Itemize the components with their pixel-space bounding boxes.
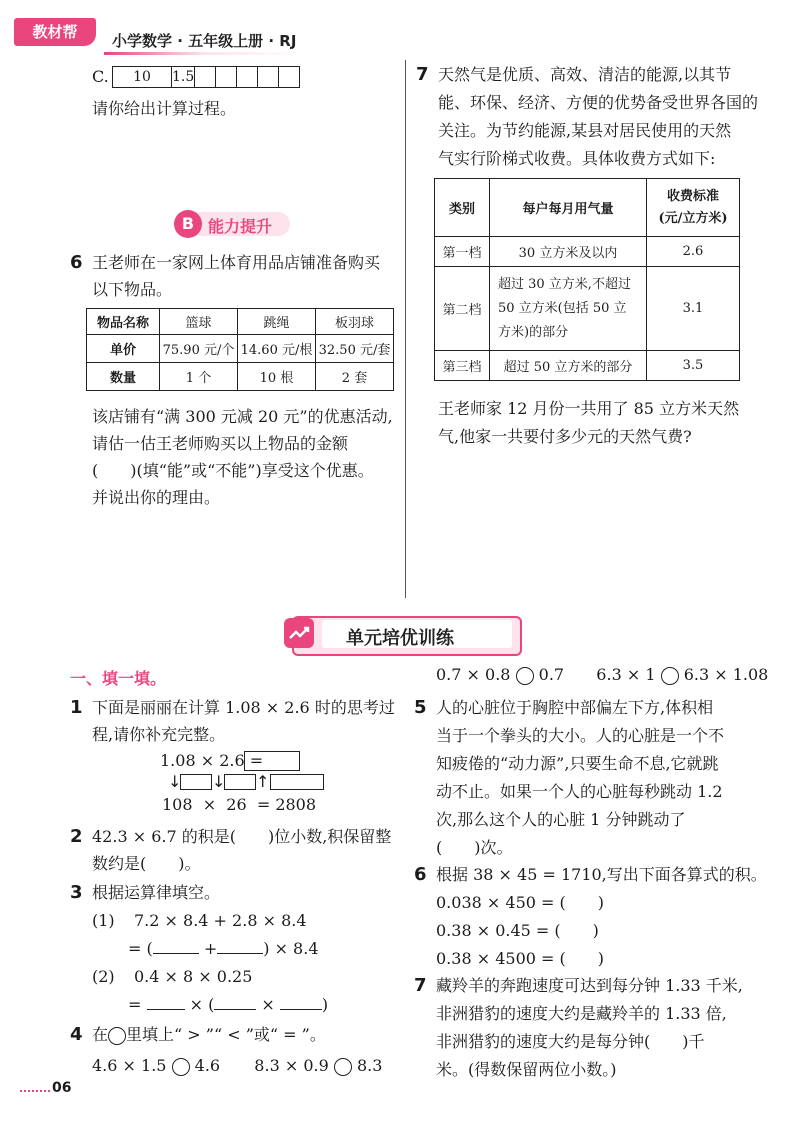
q3-p2-expr: 0.4 × 8 × 0.25 bbox=[134, 967, 253, 986]
table-cell: 超过 50 立方米的部分 bbox=[490, 351, 647, 381]
answer-box bbox=[270, 774, 324, 790]
question-number: 5 bbox=[414, 697, 427, 718]
header-title: 小学数学 · 五年级上册 · RJ bbox=[112, 32, 297, 50]
usage-line: 方米)的部分 bbox=[498, 324, 569, 340]
q5-line: 当于一个拳头的大小。人的心脏是一个不 bbox=[436, 726, 725, 745]
q7b-line: 非洲猎豹的速度大约是藏羚羊的 1.33 倍, bbox=[436, 1004, 727, 1023]
section-b-letter-text: B bbox=[181, 214, 195, 233]
q6-after: ( )(填“能”或“不能”)享受这个优惠。 bbox=[92, 461, 374, 480]
blank-line bbox=[147, 1009, 185, 1010]
blank-line bbox=[214, 1009, 256, 1010]
compare-circle-icon bbox=[172, 1058, 190, 1076]
option-c-label: C. bbox=[92, 67, 109, 86]
table-header: 板羽球 bbox=[316, 309, 394, 335]
table-header: 类别 bbox=[435, 179, 490, 237]
q4-intro-b: 里填上“ > ”“ < ”或“ = ”。 bbox=[126, 1025, 326, 1044]
q6-after: 并说出你的理由。 bbox=[92, 488, 221, 507]
q5-line: ( )次。 bbox=[436, 838, 513, 857]
table-cell: 第一档 bbox=[435, 237, 490, 267]
table-cell: 2 套 bbox=[316, 363, 394, 391]
header-rule bbox=[104, 52, 304, 55]
q6-item: 0.038 × 450 = ( ) bbox=[436, 893, 604, 912]
fee-header-line: 收费标准 bbox=[666, 188, 719, 204]
q5-line: 知疲倦的“动力源”,只要生命不息,它就跳 bbox=[436, 754, 719, 773]
q4-expr: 8.3 × 0.9 bbox=[254, 1056, 329, 1075]
q1-line: 程,请你补充完整。 bbox=[92, 725, 226, 744]
table-cell: 30 立方米及以内 bbox=[490, 237, 647, 267]
table-cell: 第三档 bbox=[435, 351, 490, 381]
q7-line: 关注。为节约能源,某县对居民使用的天然 bbox=[438, 121, 732, 140]
option-c bbox=[92, 64, 109, 90]
section-b-label: 能力提升 bbox=[208, 217, 273, 236]
blank-line bbox=[153, 953, 199, 954]
q6-item: 0.38 × 4500 = ( ) bbox=[436, 949, 604, 968]
q1-line: 下面是丽丽在计算 1.08 × 2.6 时的思考过 bbox=[92, 698, 395, 717]
section-b-letter bbox=[174, 210, 202, 238]
q7b-line: 非洲猎豹的速度大约是每分钟( )千 bbox=[436, 1032, 705, 1051]
q6-line: 以下物品。 bbox=[92, 280, 173, 299]
answer-box bbox=[224, 774, 256, 790]
q3-intro: 根据运算律填空。 bbox=[92, 883, 221, 902]
q1-eq-bottom: 108 × 26 = 2808 bbox=[162, 795, 317, 814]
eq-part: + bbox=[203, 939, 218, 958]
q4-expr: 0.7 × 0.8 bbox=[436, 665, 511, 684]
table-cell: 3.1 bbox=[647, 267, 740, 351]
table-cell: 单价 bbox=[87, 335, 160, 363]
compare-circle-icon bbox=[516, 667, 534, 685]
q3-p2-label: (2) bbox=[92, 967, 115, 986]
grid-cell bbox=[216, 67, 237, 88]
q6-item: 0.38 × 0.45 = ( ) bbox=[436, 921, 599, 940]
blank-line bbox=[217, 953, 263, 954]
q2-line: 42.3 × 6.7 的积是( )位小数,积保留整 bbox=[92, 827, 392, 846]
eq-part: ) bbox=[321, 995, 329, 1014]
q4-expr: 0.7 bbox=[538, 665, 565, 684]
table-cell: 14.60 元/根 bbox=[238, 335, 316, 363]
answer-box bbox=[180, 774, 212, 790]
table-cell: 3.5 bbox=[647, 351, 740, 381]
grid-cell: 10 bbox=[113, 67, 172, 88]
q7-line: 天然气是优质、高效、清洁的能源,以其节 bbox=[438, 65, 732, 84]
q7-fee-table bbox=[434, 178, 740, 381]
table-cell: 75.90 元/个 bbox=[160, 335, 238, 363]
q2-line: 数约是( )。 bbox=[92, 854, 201, 873]
trend-icon-svg bbox=[284, 618, 314, 648]
q3-p1-eq bbox=[128, 936, 319, 962]
q4-expr-row bbox=[92, 1053, 382, 1079]
q7-line: 能、环保、经济、方便的优势备受世界各国的 bbox=[438, 93, 759, 112]
compare-circle-icon bbox=[661, 667, 679, 685]
q7-after: 王老师家 12 月份一共用了 85 立方米天然 bbox=[438, 399, 740, 418]
blank-line bbox=[280, 1009, 322, 1010]
q7-after: 气,他家一共要付多少元的天然气费? bbox=[438, 427, 692, 446]
grid-cell bbox=[195, 67, 216, 88]
q5-line: 动不止。如果一个人的心脏每秒跳动 1.2 bbox=[436, 782, 723, 801]
q6-intro: 根据 38 × 45 = 1710,写出下面各算式的积。 bbox=[436, 865, 767, 884]
section-heading: 一、填一填。 bbox=[70, 669, 167, 688]
q4-intro-a: 在 bbox=[92, 1025, 109, 1044]
eq-part: = ( bbox=[128, 939, 153, 958]
table-header: 每户每月用气量 bbox=[490, 179, 647, 237]
table-cell bbox=[490, 267, 647, 351]
question-number: 2 bbox=[70, 826, 83, 847]
compare-circle-icon bbox=[334, 1058, 352, 1076]
q6-price-table bbox=[86, 308, 394, 391]
question-number: 6 bbox=[414, 864, 427, 885]
q1-eq-top: 1.08 × 2.6 = bbox=[160, 751, 264, 770]
q5-line: 人的心脏位于胸腔中部偏左下方,体积相 bbox=[436, 698, 714, 717]
q6-after: 该店铺有“满 300 元减 20 元”的优惠活动, bbox=[92, 407, 393, 426]
eq-part: ) × 8.4 bbox=[263, 939, 319, 958]
calc-prompt: 请你给出计算过程。 bbox=[92, 99, 237, 118]
q4-intro bbox=[92, 1022, 326, 1048]
eq-part: × ( bbox=[189, 995, 215, 1014]
table-cell: 数量 bbox=[87, 363, 160, 391]
q3-p1-label: (1) bbox=[92, 911, 115, 930]
table-header bbox=[647, 179, 740, 237]
grid-cell: 1.5 bbox=[172, 67, 195, 88]
q6-line: 王老师在一家网上体育用品店铺准备购买 bbox=[92, 253, 381, 272]
q4-expr: 6.3 × 1 bbox=[596, 665, 656, 684]
unit-banner-title: 单元培优训练 bbox=[346, 628, 454, 649]
eq-part: × bbox=[261, 995, 275, 1014]
q7b-line: 米。(得数保留两位小数。) bbox=[436, 1060, 617, 1079]
q4-expr: 4.6 bbox=[194, 1056, 221, 1075]
q7b-line: 藏羚羊的奔跑速度可达到每分钟 1.33 千米, bbox=[436, 976, 743, 995]
table-cell: 第二档 bbox=[435, 267, 490, 351]
q6-after: 请估一估王老师购买以上物品的金额 bbox=[92, 434, 349, 453]
down-arrow-icon: ↓ bbox=[168, 772, 182, 791]
table-cell: 32.50 元/套 bbox=[316, 335, 394, 363]
header-badge bbox=[14, 18, 96, 46]
down-arrow-icon: ↓ bbox=[212, 772, 226, 791]
grid-cell bbox=[279, 67, 300, 88]
q4-expr: 8.3 bbox=[356, 1056, 383, 1075]
q4-expr: 4.6 × 1.5 bbox=[92, 1056, 167, 1075]
table-cell: 2.6 bbox=[647, 237, 740, 267]
q4-expr: 6.3 × 1.08 bbox=[683, 665, 769, 684]
trend-icon bbox=[284, 618, 314, 648]
q7-line: 气实行阶梯式收费。具体收费方式如下: bbox=[438, 149, 716, 168]
grid-cell bbox=[258, 67, 279, 88]
q3-p2-eq bbox=[128, 992, 328, 1018]
answer-box bbox=[244, 751, 300, 771]
page-number: 06 bbox=[52, 1080, 72, 1096]
q3-p1-expr: 7.2 × 8.4 + 2.8 × 8.4 bbox=[134, 911, 307, 930]
question-number: 4 bbox=[70, 1024, 83, 1045]
header-badge-text: 教材帮 bbox=[32, 23, 78, 41]
table-cell: 10 根 bbox=[238, 363, 316, 391]
question-number: 3 bbox=[70, 882, 83, 903]
grid-cell bbox=[237, 67, 258, 88]
option-c-grid bbox=[112, 66, 300, 88]
compare-circle-icon bbox=[108, 1027, 126, 1045]
usage-line: 50 立方米(包括 50 立 bbox=[498, 300, 627, 316]
question-number: 7 bbox=[414, 975, 427, 996]
question-number: 7 bbox=[416, 64, 429, 85]
table-header: 物品名称 bbox=[87, 309, 160, 335]
table-cell: 1 个 bbox=[160, 363, 238, 391]
table-header: 篮球 bbox=[160, 309, 238, 335]
eq-part: = bbox=[128, 995, 142, 1014]
question-number: 6 bbox=[70, 252, 83, 273]
q5-line: 次,那么这个人的心脏 1 分钟跳动了 bbox=[436, 810, 686, 829]
fee-header-line: (元/立方米) bbox=[658, 210, 728, 226]
table-header: 跳绳 bbox=[238, 309, 316, 335]
q4-cont-row bbox=[436, 662, 768, 688]
usage-line: 超过 30 立方米,不超过 bbox=[498, 276, 631, 292]
question-number: 1 bbox=[70, 697, 83, 718]
column-divider bbox=[405, 60, 406, 598]
page-number-dots bbox=[20, 1090, 50, 1092]
up-arrow-icon: ↑ bbox=[256, 772, 270, 791]
